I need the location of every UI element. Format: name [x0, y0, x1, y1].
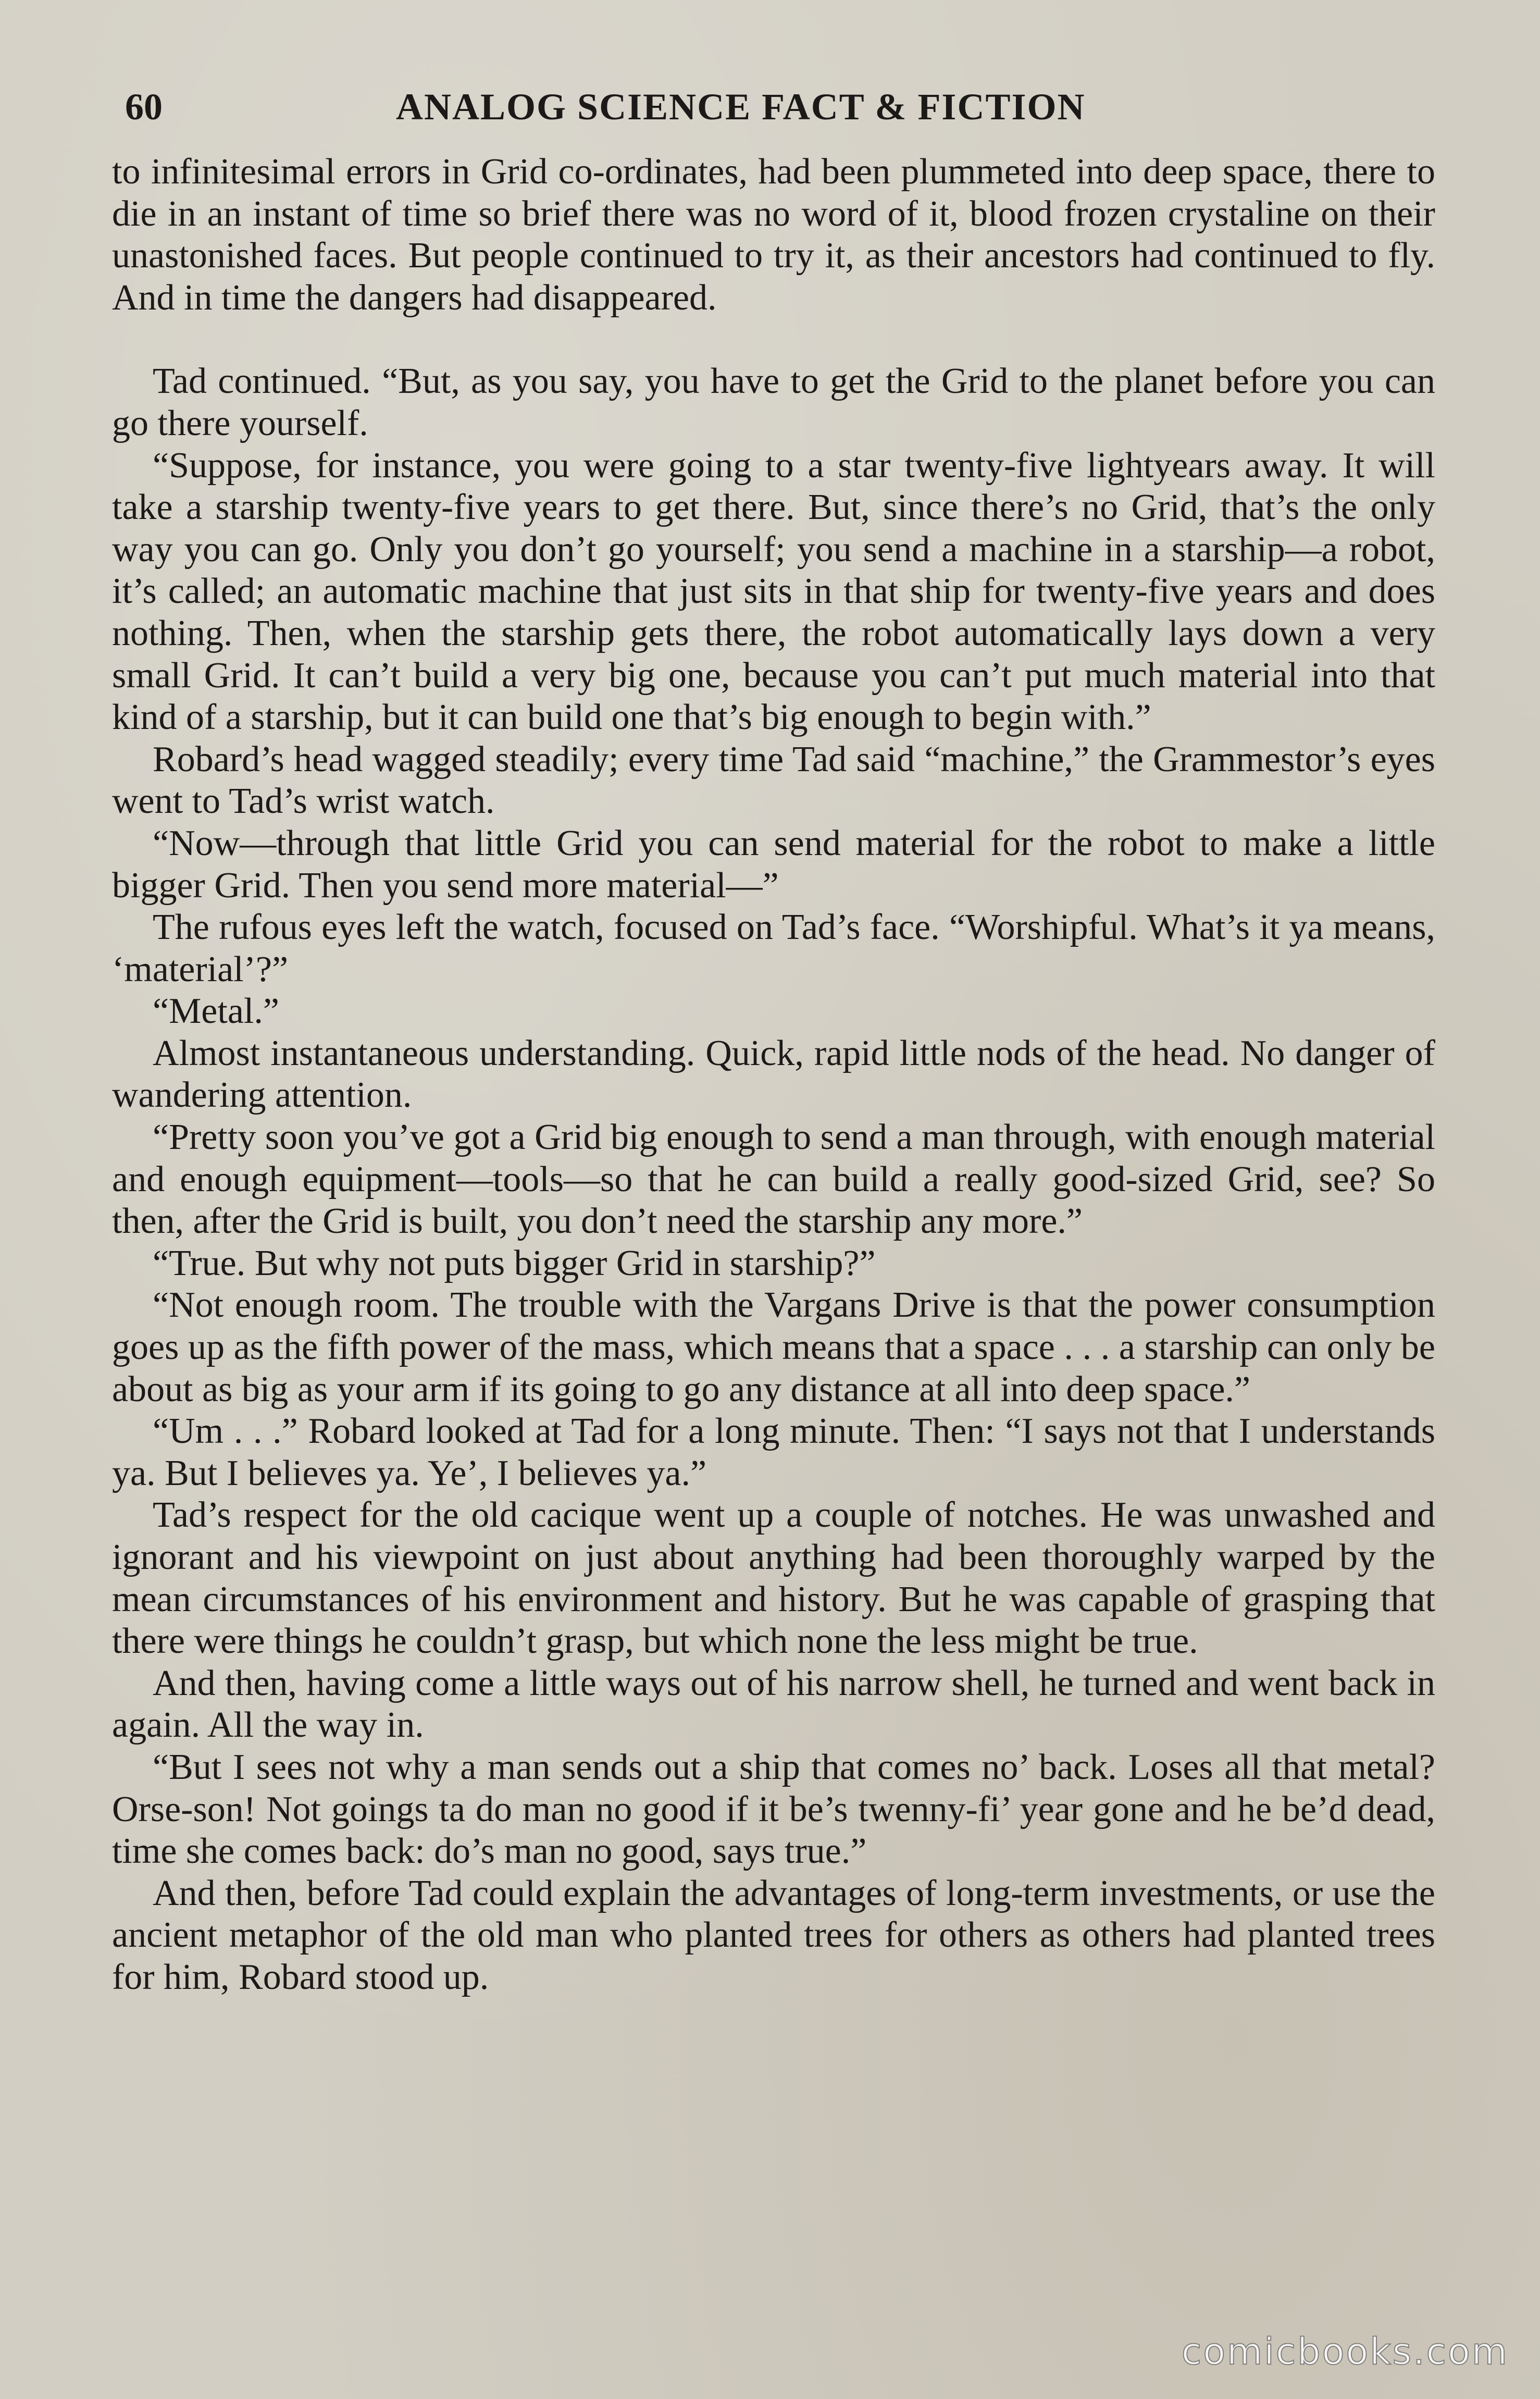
paragraph: “Metal.” — [153, 991, 279, 1032]
paragraph: Tad continued. “But, as you say, you have to get the Grid to the planet before you can go there yourself. — [112, 361, 1435, 443]
paragraph: “Pretty soon you’ve got a Grid big enough to send a man through, with enough material and enough equipment—tools—so that he can build a really good-sized Grid, see? So then, after the Grid is built, you don’t need the starship any more.” — [112, 1117, 1435, 1242]
paragraph: And then, having come a little ways out of his narrow shell, he turned and went back in again. All the way in. — [112, 1663, 1435, 1746]
paragraph: The rufous eyes left the watch, focused on Tad’s face. “Worshipful. What’s it ya means, ‘material’?” — [112, 907, 1435, 990]
paragraph: “Suppose, for instance, you were going to a star twenty-five lightyears away. It will take a starship twenty-five years to get there. But, since there’s no Grid, that’s the only way you can go. Only you don’t go yourself; you send a machine in a starship—a robot, it’s called; an automatic machine that just sits in that ship for twenty-five years and does nothing. Then, when the starship gets there, the robot automatically lays down a very small Grid. It can’t build a very big one, because you can’t put much material into that kind of a starship, but it can build one that’s big enough to begin with.” — [112, 445, 1435, 738]
paragraph: to infinitesimal errors in Grid co-ordinates, had been plummeted into deep space, there to die in an instant of time so brief there was no word of it, blood frozen crystaline on their unastonished faces. But people continued to try it, as their ancestors had continued to fly. And in time the dangers had disappeared. — [112, 152, 1435, 318]
paragraph: Robard’s head wagged steadily; every time Tad said “machine,” the Grammestor’s eyes went to Tad’s wrist watch. — [112, 739, 1435, 822]
paragraph: “True. But why not puts bigger Grid in starship?” — [153, 1243, 876, 1283]
watermark: comicbooks.com — [1181, 2330, 1509, 2373]
paragraph: “Now—through that little Grid you can send material for the robot to make a little bigger Grid. Then you send more material—” — [112, 823, 1435, 906]
paragraph: Tad’s respect for the old cacique went up a couple of notches. He was unwashed and ignorant and his viewpoint on just about anything had been thoroughly warped by the mean circumstances of his environment and history. But he was capable of grasping that there were things he couldn’t grasp, but which none the less might be true. — [112, 1495, 1435, 1662]
paragraph: And then, before Tad could explain the advantages of long-term investments, or use the ancient metaphor of the old man who planted trees for others as others had planted trees for him, Robard stood up. — [112, 1873, 1435, 1997]
paragraph: “But I sees not why a man sends out a ship that comes no’ back. Loses all that metal? Orse-son! Not goings ta do man no good if it be’s twenny-fi’ year gone and he be’d dead, time she comes back: do’s man no good, says true.” — [112, 1747, 1435, 1872]
paragraph: “Not enough room. The trouble with the Vargans Drive is that the power consumption goes up as the fifth power of the mass, which means that a space . . . a starship can only be about as big as your arm if its going to go any distance at all into deep space.” — [112, 1285, 1435, 1409]
page-number: 60 — [125, 86, 163, 128]
paragraph: Almost instantaneous understanding. Quick, rapid little nods of the head. No danger of wandering attention. — [112, 1033, 1435, 1116]
paragraph: “Um . . .” Robard looked at Tad for a long minute. Then: “I says not that I understands ya. But I believes ya. Ye’, I believes ya.” — [112, 1411, 1435, 1493]
page-header — [125, 78, 1417, 135]
body-text — [112, 151, 1435, 1999]
running-title: ANALOG SCIENCE FACT & FICTION — [396, 86, 1086, 128]
